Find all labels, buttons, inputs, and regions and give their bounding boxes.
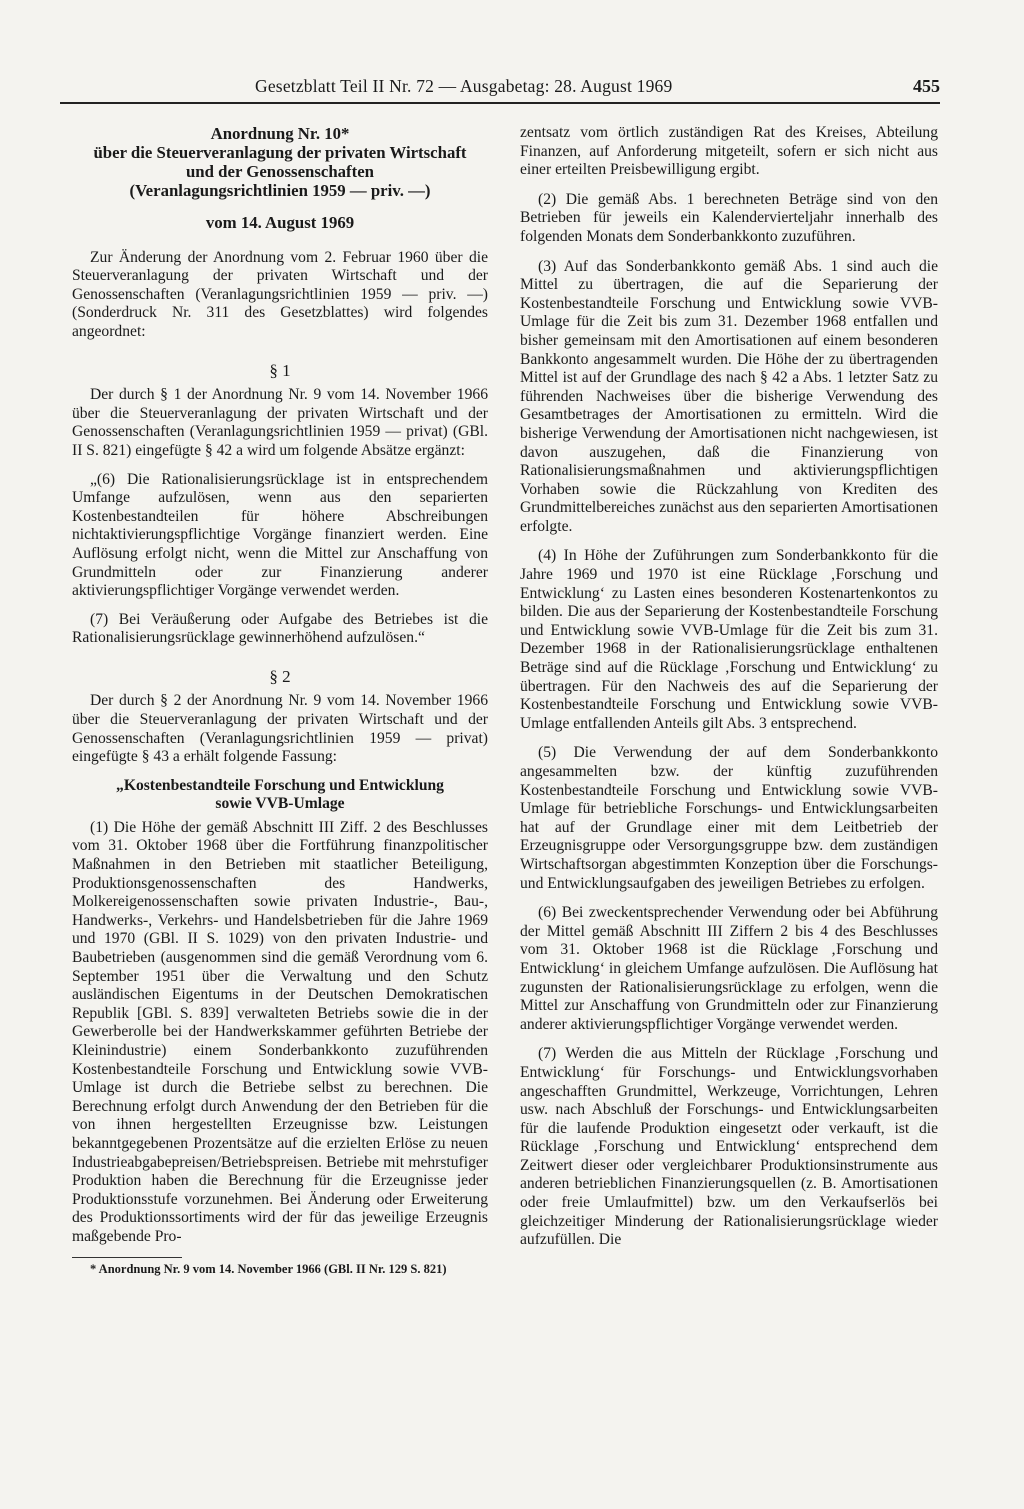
subheading-line: sowie VVB-Umlage: [215, 794, 345, 812]
subheading-line: „Kostenbestandteile Forschung und Entwicklung: [116, 776, 444, 794]
paragraph-6: (6) Bei zweckentsprechender Verwendung oder bei Abführung der Mittel gemäß Abschnitt III Ziffern 2 bis 4 des Beschlusses vom 31. Oktober 1968 ist die Rücklage ‚Forschung und Entwicklung‘ in gleichem Umfange aufzulösen. Die Auflösung hat zugunsten der Rationalisierungsrücklage zu erfolgen, wenn die Mittel zur Anschaffung von Grundmitteln oder zur Finanzierung anderer aktivierungspflichtiger Vorgänge verwendet werden.: [520, 904, 938, 1033]
left-column: [72, 124, 488, 1287]
intro-paragraph: Zur Änderung der Anordnung vom 2. Februar 1960 über die Steuerveranlagung der privaten Wirtschaft und der Genossenschaften (Veranlagungsrichtlinien 1959 — priv. —) (Sonderdruck Nr. 311 des Gesetzblattes) wird folgendes angeordnet:: [72, 248, 488, 340]
section-1-quote-6: „(6) Die Rationalisierungsrücklage ist in entsprechendem Umfange aufzulösen, wenn aus den separierten Kostenbestandteilen für höhere Abschreibungen nichtaktivierungspflichtige Vorgänge finanziert werden. Eine Auflösung erfolgt nicht, wenn die Mittel zur Anschaffung von Grundmitteln oder zur Finanzierung anderer aktivierungspflichtiger Vorgänge verwendet werden.: [72, 470, 488, 600]
title-line: Anordnung Nr. 10*: [210, 124, 350, 143]
continued-paragraph: zentsatz vom örtlich zuständigen Rat des Kreises, Abteilung Finanzen, auf Anforderung mitgeteilt, sofern er sich nicht aus einer erteilten Preisbewilligung ergibt.: [520, 124, 938, 179]
title-line: und der Genossenschaften: [185, 162, 375, 181]
right-column: [520, 124, 938, 1261]
paragraph-5: (5) Die Verwendung der auf dem Sonderbankkonto angesammelten bzw. der künftig zuzuführenden Kostenbestandteile Forschung und Entwicklung sowie VVB-Umlage für betriebliche Forschungs- und Entwicklungsarbeiten hat auf der Grundlage einer mit dem Leitbetrieb der Erzeugnisgruppe oder Versorgungsgruppe bzw. dem zuständigen Wirtschaftsorgan abgestimmten Konzeption über die Forschungs- und Entwicklungsaufgaben des jeweiligen Betriebes zu erfolgen.: [520, 744, 938, 892]
section-2-heading: § 2: [269, 666, 291, 686]
title-line: (Veranlagungsrichtlinien 1959 — priv. —): [129, 181, 431, 200]
paragraph-7: (7) Werden die aus Mitteln der Rücklage ‚Forschung und Entwicklung‘ für Forschungs- und Entwicklungsvorhaben angeschafften Grundmittel, Werkzeuge, Vorrichtungen, Lehren usw. nach Abschluß der Forschungs- und Entwicklungsarbeiten für die laufende Produktion eingesetzt oder verkauft, ist die Rücklage ‚Forschung und Entwicklung‘ entsprechend dem Zeitwert dieser oder vergleichbarer Produktionsinstrumente aus anderen betrieblichen Finanzierungsquellen (z. B. Amortisationen oder freie Umlaufmittel) bzw. um den Verkaufserlös bei gleichzeitiger Minderung der Rationalisierungsrücklage wieder aufzufüllen. Die: [520, 1045, 938, 1249]
section-1-body: Der durch § 1 der Anordnung Nr. 9 vom 14. November 1966 über die Steuerveranlagung der privaten Wirtschaft und der Genossenschaften (Veranlagungsrichtlinien 1959 — privat) (GBl. II S. 821) eingefügte § 42 a wird um folgende Absätze ergänzt:: [72, 386, 488, 459]
running-header: [60, 72, 940, 104]
document-date: vom 14. August 1969: [205, 213, 355, 232]
paragraph-2: (2) Die gemäß Abs. 1 berechneten Beträge sind von den Betrieben für jeweils ein Kalendervierteljahr innerhalb des folgenden Monats dem Sonderbankkonto zuzuführen.: [520, 190, 938, 245]
title-line: über die Steuerveranlagung der privaten Wirtschaft: [93, 143, 467, 162]
paragraph-3: (3) Auf das Sonderbankkonto gemäß Abs. 1 sind auch die Mittel zu übertragen, die auf die Separierung der Kostenbestandteile Forschung und Entwicklung sowie VVB-Umlage für die Zeit bis zum 31. Dezember 1968 entfallen und bisher gemeinsam mit den Amortisationen auf einem besonderen Bankkonto angesammelt wurden. Die Höhe der zu übertragenden Mittel ist auf der Grundlage des nach § 42 a Abs. 1 letzter Satz zu führenden Nachweises über die bisherige Verwendung des Gesamtbetrages der Amortisationen zu ermitteln. Wird die bisherige Verwendung der Amortisationen nicht nachgewiesen, ist davon auszugehen, daß die Finanzierung von Rationalisierungsmaßnahmen und aktivierungspflichtigen Vorhaben sowie die Rückzahlung von Krediten des Grundmittelbereiches zunächst aus den separierten Amortisationen erfolgte.: [520, 257, 938, 535]
document-title: [72, 124, 488, 200]
section-1-quote-7: (7) Bei Veräußerung oder Aufgabe des Betriebes ist die Rationalisierungsrücklage gewinnerhöhend aufzulösen.“: [72, 610, 488, 647]
footnote: * Anordnung Nr. 9 vom 14. November 1966 (GBl. II Nr. 129 S. 821): [90, 1261, 447, 1276]
section-1-heading: § 1: [269, 360, 291, 380]
section-2-body: Der durch § 2 der Anordnung Nr. 9 vom 14. November 1966 über die Steuerveranlagung der privaten Wirtschaft und der Genossenschaften (Veranlagungsrichtlinien 1959 — privat) eingefügte § 43 a erhält folgende Fassung:: [72, 692, 488, 766]
page-number: 455: [913, 76, 940, 96]
footnote-rule: [72, 1257, 182, 1258]
section-2-subheading: [72, 777, 488, 813]
paragraph-4: (4) In Höhe der Zuführungen zum Sonderbankkonto für die Jahre 1969 und 1970 ist eine Rücklage ‚Forschung und Entwicklung‘ zu Lasten eines besonderen Kostenartenkontos zu bilden. Die aus der Separierung der Kostenbestandteile Forschung und Entwicklung sowie VVB-Umlage für die Zeit bis zum 31. Dezember 1968 in der Rationalisierungsrücklage enthaltenen Beträge sind auf die Rücklage ‚Forschung und Entwicklung‘ zu übertragen. Für den Nachweis des auf die Separierung der Kostenbestandteile Forschung und Entwicklung sowie VVB-Umlage entfallenden Anteils gilt Abs. 3 entsprechend.: [520, 547, 938, 732]
running-head-text: Gesetzblatt Teil II Nr. 72 — Ausgabetag: 28. August 1969: [255, 76, 673, 96]
section-2-paragraph-1: (1) Die Höhe der gemäß Abschnitt III Ziff. 2 des Beschlusses vom 31. Oktober 1968 über die Fortführung finanzpolitischer Maßnahmen in den Betrieben mit staatlicher Beteiligung, Produktionsgenossenschaften des Handwerks, Molkereigenossenschaften sowie privaten Industrie-, Bau-, Handwerks-, Verkehrs- und Handelsbetrieben für die Jahre 1969 und 1970 (GBl. II S. 1029) von den privaten Industrie- und Baubetrieben (ausgenommen sind die gemäß Verordnung vom 6. September 1951 über die Verwaltung und den Schutz ausländischen Eigentums in der Deutschen Demokratischen Republik [GBl. S. 839] verwalteten Betriebs sowie die in der Gewerberolle bei der Handwerkskammer geführten Betriebe der Kleinindustrie) einem Sonderbankkonto zuzuführenden Kostenbestandteile Forschung und Entwicklung sowie VVB-Umlage ist durch die Betriebe selbst zu berechnen. Die Berechnung erfolgt durch Anwendung der den Betrieben für die von ihnen hergestellten Erzeugnisse bzw. Leistungen bekanntgegebenen Prozentsätze auf die erzielten Erlöse zu neuen Industrieabgabepreisen/Betriebspreisen. Betriebe mit mehrstufiger Produktion haben die Berechnung für die Erzeugnisse jeder Produktionsstufe vorzunehmen. Bei Änderung oder Erweiterung des Produktionssortiments wird der für das jeweilige Erzeugnis maßgebende Pro-: [72, 818, 488, 1245]
